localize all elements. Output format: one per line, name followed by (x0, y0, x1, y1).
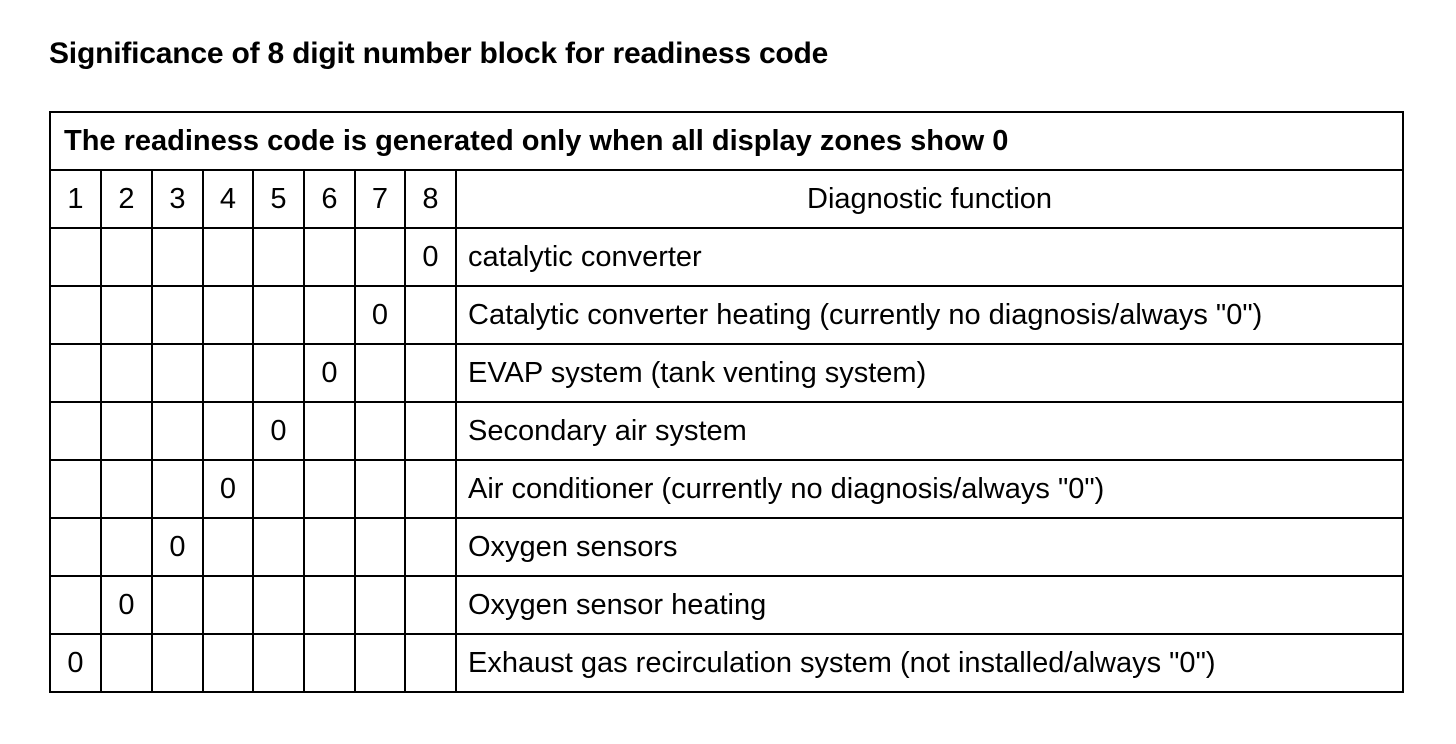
digit-cell-5 (253, 460, 304, 518)
digit-cell-2 (101, 286, 152, 344)
digit-cell-2: 0 (101, 576, 152, 634)
digit-cell-6 (304, 402, 355, 460)
digit-header-8: 8 (405, 170, 456, 228)
digit-cell-4 (203, 576, 253, 634)
digit-cell-8 (405, 460, 456, 518)
digit-cell-7 (355, 460, 405, 518)
digit-cell-3 (152, 634, 203, 692)
digit-header-7: 7 (355, 170, 405, 228)
digit-cell-7 (355, 576, 405, 634)
digit-cell-6 (304, 286, 355, 344)
digit-header-5: 5 (253, 170, 304, 228)
digit-cell-4 (203, 228, 253, 286)
digit-cell-6 (304, 460, 355, 518)
digit-cell-5 (253, 228, 304, 286)
digit-cell-5 (253, 576, 304, 634)
digit-cell-4 (203, 344, 253, 402)
digit-cell-2 (101, 344, 152, 402)
digit-cell-6 (304, 634, 355, 692)
digit-cell-6: 0 (304, 344, 355, 402)
table-row (50, 228, 1403, 286)
digit-cell-8 (405, 402, 456, 460)
table-row (50, 460, 1403, 518)
digit-cell-5: 0 (253, 402, 304, 460)
digit-cell-8 (405, 344, 456, 402)
digit-cell-1 (50, 576, 101, 634)
digit-cell-1 (50, 286, 101, 344)
digit-header-3: 3 (152, 170, 203, 228)
digit-cell-1: 0 (50, 634, 101, 692)
digit-cell-8 (405, 576, 456, 634)
digit-cell-3: 0 (152, 518, 203, 576)
digit-cell-2 (101, 228, 152, 286)
digit-cell-2 (101, 518, 152, 576)
digit-cell-8: 0 (405, 228, 456, 286)
caption-row (50, 112, 1403, 170)
table-caption: The readiness code is generated only when all display zones show 0 (50, 112, 1403, 170)
table-row (50, 576, 1403, 634)
digit-cell-1 (50, 344, 101, 402)
page-title: Significance of 8 digit number block for readiness code (49, 37, 829, 70)
digit-cell-2 (101, 634, 152, 692)
digit-cell-2 (101, 402, 152, 460)
table-row (50, 286, 1403, 344)
digit-cell-2 (101, 460, 152, 518)
digit-cell-8 (405, 518, 456, 576)
digit-cell-6 (304, 576, 355, 634)
digit-cell-6 (304, 228, 355, 286)
digit-cell-3 (152, 228, 203, 286)
diagnostic-function-cell: Air conditioner (currently no diagnosis/always "0") (456, 460, 1403, 518)
diagnostic-function-cell: Catalytic converter heating (currently no diagnosis/always "0") (456, 286, 1403, 344)
readiness-code-table (49, 111, 1404, 693)
digit-cell-1 (50, 228, 101, 286)
digit-cell-1 (50, 402, 101, 460)
digit-header-6: 6 (304, 170, 355, 228)
function-header: Diagnostic function (456, 170, 1403, 228)
digit-cell-4 (203, 518, 253, 576)
digit-cell-7: 0 (355, 286, 405, 344)
diagnostic-function-cell: catalytic converter (456, 228, 1403, 286)
digit-cell-3 (152, 344, 203, 402)
digit-cell-4 (203, 402, 253, 460)
digit-cell-3 (152, 460, 203, 518)
digit-cell-5 (253, 286, 304, 344)
diagnostic-function-cell: Exhaust gas recirculation system (not installed/always "0") (456, 634, 1403, 692)
digit-header-2: 2 (101, 170, 152, 228)
digit-cell-1 (50, 460, 101, 518)
digit-cell-7 (355, 344, 405, 402)
table-row (50, 634, 1403, 692)
digit-cell-8 (405, 286, 456, 344)
digit-header-1: 1 (50, 170, 101, 228)
digit-cell-8 (405, 634, 456, 692)
diagnostic-function-cell: Oxygen sensor heating (456, 576, 1403, 634)
digit-cell-7 (355, 634, 405, 692)
table-row (50, 518, 1403, 576)
diagnostic-function-cell: Oxygen sensors (456, 518, 1403, 576)
digit-cell-5 (253, 518, 304, 576)
digit-cell-3 (152, 402, 203, 460)
header-row (50, 170, 1403, 228)
diagnostic-function-cell: Secondary air system (456, 402, 1403, 460)
diagnostic-function-cell: EVAP system (tank venting system) (456, 344, 1403, 402)
digit-cell-4: 0 (203, 460, 253, 518)
table-row (50, 344, 1403, 402)
digit-cell-5 (253, 344, 304, 402)
digit-cell-3 (152, 576, 203, 634)
digit-cell-6 (304, 518, 355, 576)
digit-cell-1 (50, 518, 101, 576)
digit-cell-5 (253, 634, 304, 692)
digit-cell-4 (203, 634, 253, 692)
digit-cell-7 (355, 518, 405, 576)
table-row (50, 402, 1403, 460)
digit-cell-4 (203, 286, 253, 344)
digit-header-4: 4 (203, 170, 253, 228)
digit-cell-7 (355, 228, 405, 286)
digit-cell-3 (152, 286, 203, 344)
digit-cell-7 (355, 402, 405, 460)
